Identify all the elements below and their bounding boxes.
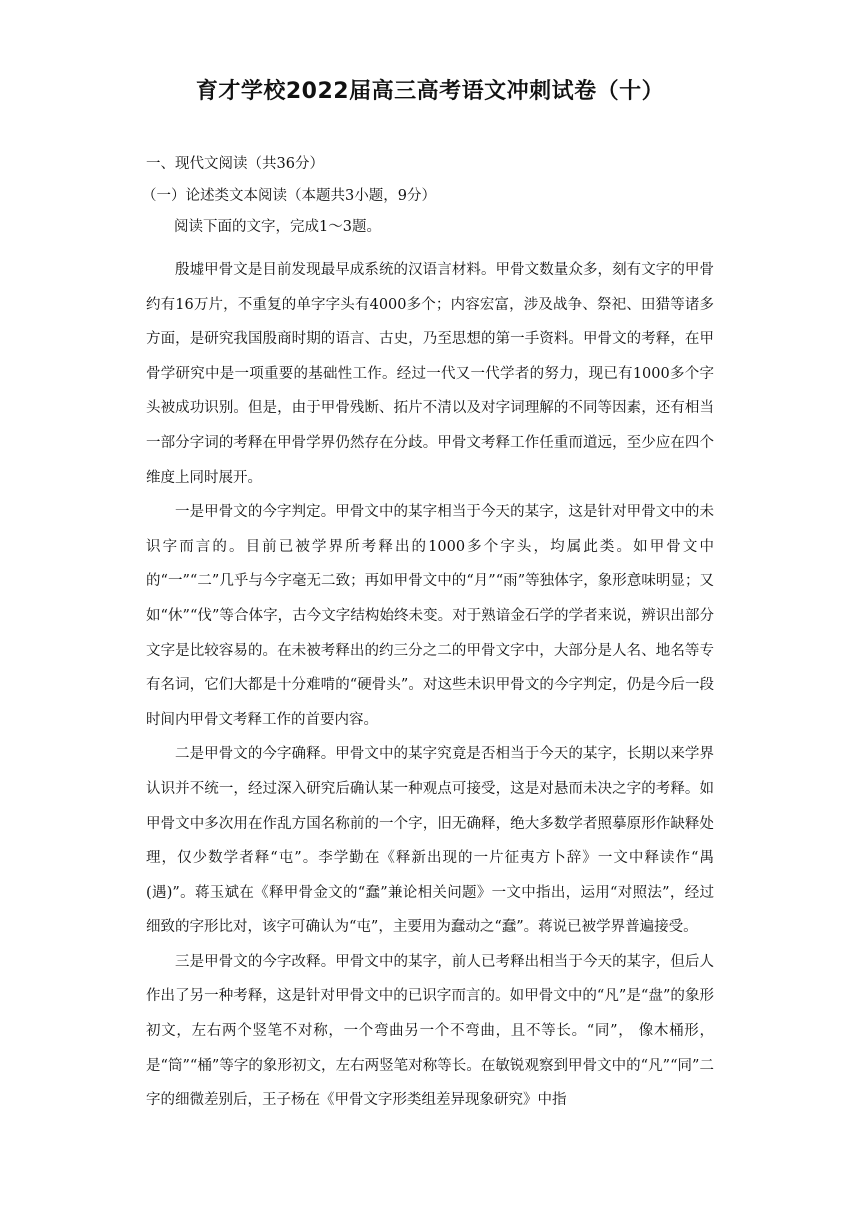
subsection-heading: （一）论述类文本阅读（本题共3小题，9分） bbox=[142, 188, 436, 204]
passage-paragraph: 二是甲骨文的今字确释。甲骨文中的某字究竟是否相当于今天的某字，长期以来学界认识并不统一，经过深入研究后确认某一种观点可接受，这是对悬而未决之字的考释。如甲骨文中多次用在作乱方国名称前的一个字，旧无确释，绝大多数学者照摹原形作缺释处理，仅少数学者释“屯”。李学勤在《释新出现的一片征夷方卜辞》一文中释读作“禺(遇)”。蒋玉斌在《释甲骨金文的“蠢”兼论相关问题》一文中指出，运用“对照法”，经过细致的字形比对，该字可确认为“屯”，主要用为蠢动之“蠢”。蒋说已被学界普遍接受。 bbox=[146, 746, 714, 936]
passage-paragraph: 三是甲骨文的今字改释。甲骨文中的某字，前人已考释出相当于今天的某字，但后人作出了另一种考释，这是针对甲骨文中的已识字而言的。如甲骨文中的“凡”是“盘”的象形初文，左右两个竖笔不对称，一个弯曲另一个不弯曲，且不等长。“同”， 像木桶形，是“筒”“桶”等字的象形初文，左右两竖笔对称等长。在敏锐观察到甲骨文中的“凡”“同”二字的细微差别后，王子杨在《甲骨文字形类组差异现象研究》中指 bbox=[146, 953, 714, 1109]
section-heading: 一、现代文阅读（共36分） bbox=[146, 156, 324, 172]
passage-body bbox=[146, 253, 714, 1118]
page-title: 育才学校2022届高三高考语文冲刺试卷（十） bbox=[195, 79, 665, 104]
passage-paragraph: 一是甲骨文的今字判定。甲骨文中的某字相当于今天的某字，这是针对甲骨文中的未识字而言的。目前已被学界所考释出的1000多个字头，均属此类。如甲骨文中的“一”“二”几乎与今字毫无二致；再如甲骨文中的“月”“雨”等独体字，象形意味明显；又如“休”“伐”等合体字，古今文字结构始终未变。对于熟谙金石学的学者来说，辨识出部分文字是比较容易的。在未被考释出的约三分之二的甲骨文字中，大部分是人名、地名等专有名词，它们大都是十分难啃的“硬骨头”。对这些未识甲骨文的今字判定，仍是今后一段时间内甲骨文考释工作的首要内容。 bbox=[146, 504, 714, 728]
passage-paragraph: 殷墟甲骨文是目前发现最早成系统的汉语言材料。甲骨文数量众多，刻有文字的甲骨约有16万片，不重复的单字字头有4000多个；内容宏富，涉及战争、祭祀、田猎等诸多方面，是研究我国殷商时期的语言、古史，乃至思想的第一手资料。甲骨文的考释，在甲骨学研究中是一项重要的基础性工作。经过一代又一代学者的努力，现已有1000多个字头被成功识别。但是，由于甲骨残断、拓片不清以及对字词理解的不同等因素，还有相当一部分字词的考释在甲骨学界仍然存在分歧。甲骨文考释工作任重而道远，至少应在四个维度上同时展开。 bbox=[146, 262, 714, 486]
reading-instruction: 阅读下面的文字，完成1～3题。 bbox=[174, 219, 381, 235]
